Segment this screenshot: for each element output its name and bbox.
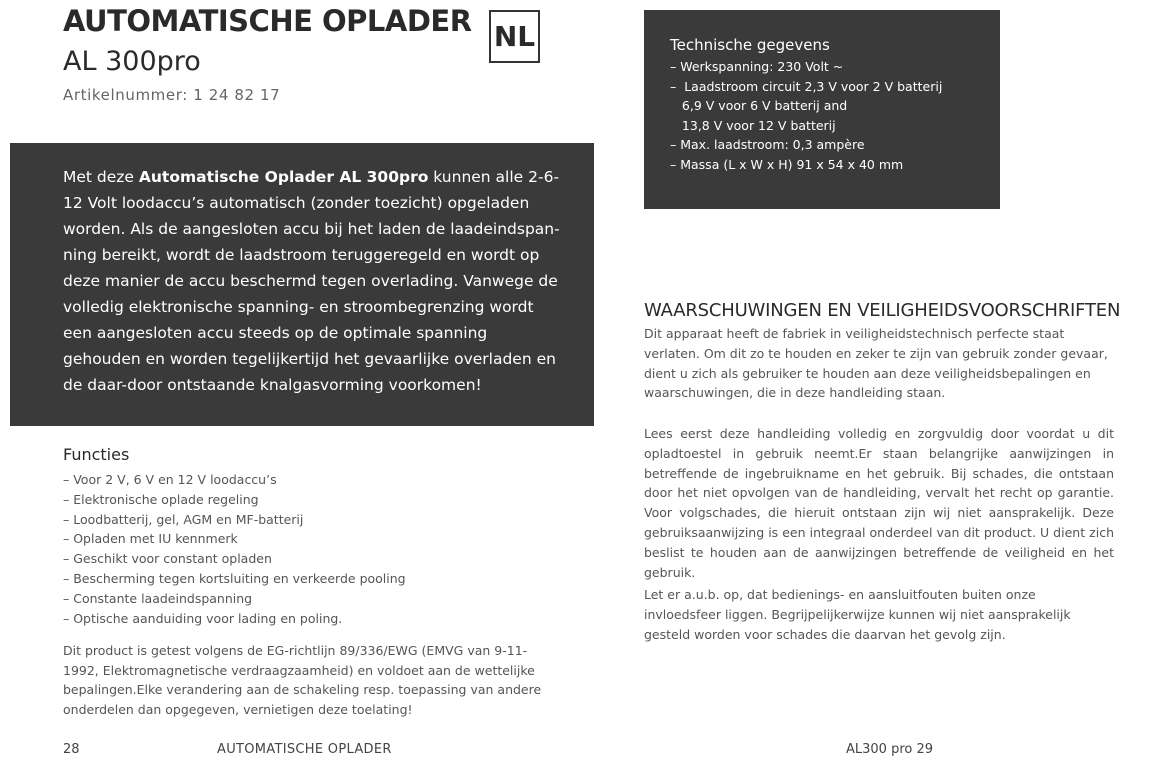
warnings-paragraph-3: Let er a.u.b. op, dat bedienings- en aansluitfouten buiten onze invloedsfeer liggen. Begrijpelijkerwijze kunnen wij niet aansprakelijk gesteld worden voor schades die daarvan het gevolg zijn.	[644, 587, 1071, 642]
warnings-heading: WAARSCHUWINGEN EN VEILIGHEIDSVOORSCHRIFTEN	[644, 300, 1121, 321]
article-number: Artikelnummer: 1 24 82 17	[63, 86, 281, 104]
warnings-paragraph-2: Lees eerst deze handleiding volledig en zorgvuldig door voordat u dit opladtoestel in gebruik neemt.Er staan belangrijke aanwijzingen in betreffende de ingebruikname en het gebruik. Bij schades, die ontstaan door het niet opvolgen van de handleiding, vervalt het recht op garantie. Voor volgschades, die hieruit ontstaan zijn wij niet aansprakelijk. Deze gebruiksaanwijzing is een integraal onderdeel van dit product. U dient zich beslist te houden aan de aanwijzingen betreffende de veiligheid en het gebruik.	[644, 426, 1114, 580]
list-item: 13,8 V voor 12 V batterij	[670, 117, 836, 133]
list-item: – Elektronische oplade regeling	[63, 491, 259, 507]
footer-title-left: AUTOMATISCHE OPLADER	[217, 742, 392, 757]
compliance-paragraph: Dit product is getest volgens de EG-richtlijn 89/336/EWG (EMVG van 9-11-1992, Elektromagnetische verdraagzaamheid) en voldoet aan de wettelijke bepalingen.Elke verandering aan de schakeling resp. toepassing van andere onderdelen dan opgegeven, vernietigen deze toelating!	[63, 643, 542, 717]
intro-product-name: Automatische Oplader AL 300pro	[138, 168, 429, 186]
intro-paragraph	[63, 164, 564, 398]
list-item: – Opladen met IU kennmerk	[63, 531, 238, 547]
page-number-left: 28	[63, 742, 80, 757]
list-item: – Max. laadstroom: 0,3 ampère	[670, 137, 865, 153]
technical-data-list	[670, 57, 990, 175]
list-item: – Bescherming tegen kortsluiting en verkeerde pooling	[63, 570, 406, 586]
footer-right: AL300 pro 29	[846, 742, 934, 757]
list-item: – Optische aanduiding voor lading en poling.	[63, 610, 343, 626]
functions-list	[63, 470, 406, 628]
list-item: – Massa (L x W x H) 91 x 54 x 40 mm	[670, 156, 904, 172]
list-item: – Geschikt voor constant opladen	[63, 551, 272, 567]
language-badge: NL	[489, 10, 540, 63]
list-item: – Constante laadeindspanning	[63, 590, 253, 606]
list-item: 6,9 V voor 6 V batterij and	[670, 98, 848, 114]
list-item: – Voor 2 V, 6 V en 12 V loodaccu’s	[63, 472, 277, 487]
technical-data-box	[644, 10, 1000, 209]
intro-body: kunnen alle 2-6-12 Volt loodaccu’s automatisch (zonder toezicht) opgeladen worden. Als de aangesloten accu bij het laden de laadeindspan-ning bereikt, wordt de laadstroom teruggeregeld en wordt op deze manier de accu beschermd tegen overlading. Vanwege de volledig elektronische spanning- en stroombegrenzing wordt een aangesloten accu steeds op de optimale spanning gehouden en worden tegelijkertijd het gevaarlijke overladen en de daar-door ontstaande knalgasvorming voorkomen!	[63, 168, 560, 394]
model-name: AL 300pro	[63, 46, 201, 77]
list-item: – Loodbatterij, gel, AGM en MF-batterij	[63, 511, 304, 527]
intro-box	[10, 143, 594, 426]
page-title: AUTOMATISCHE OPLADER	[63, 4, 472, 38]
intro-prefix: Met deze	[63, 168, 139, 186]
warnings-paragraph-1: Dit apparaat heeft de fabriek in veiligheidstechnisch perfecte staat verlaten. Om dit zo te houden en zeker te zijn van gebruik zonder gevaar, dient u zich als gebruiker te houden aan deze veiligheidsbepalingen en waarschuwingen, die in deze handleiding staan.	[644, 326, 1108, 401]
functions-heading: Functies	[63, 445, 130, 464]
list-item: – Werkspanning: 230 Volt ~	[670, 59, 844, 74]
technical-data-title: Technische gegevens	[670, 36, 830, 54]
list-item: – Laadstroom circuit 2,3 V voor 2 V batterij	[670, 78, 943, 94]
